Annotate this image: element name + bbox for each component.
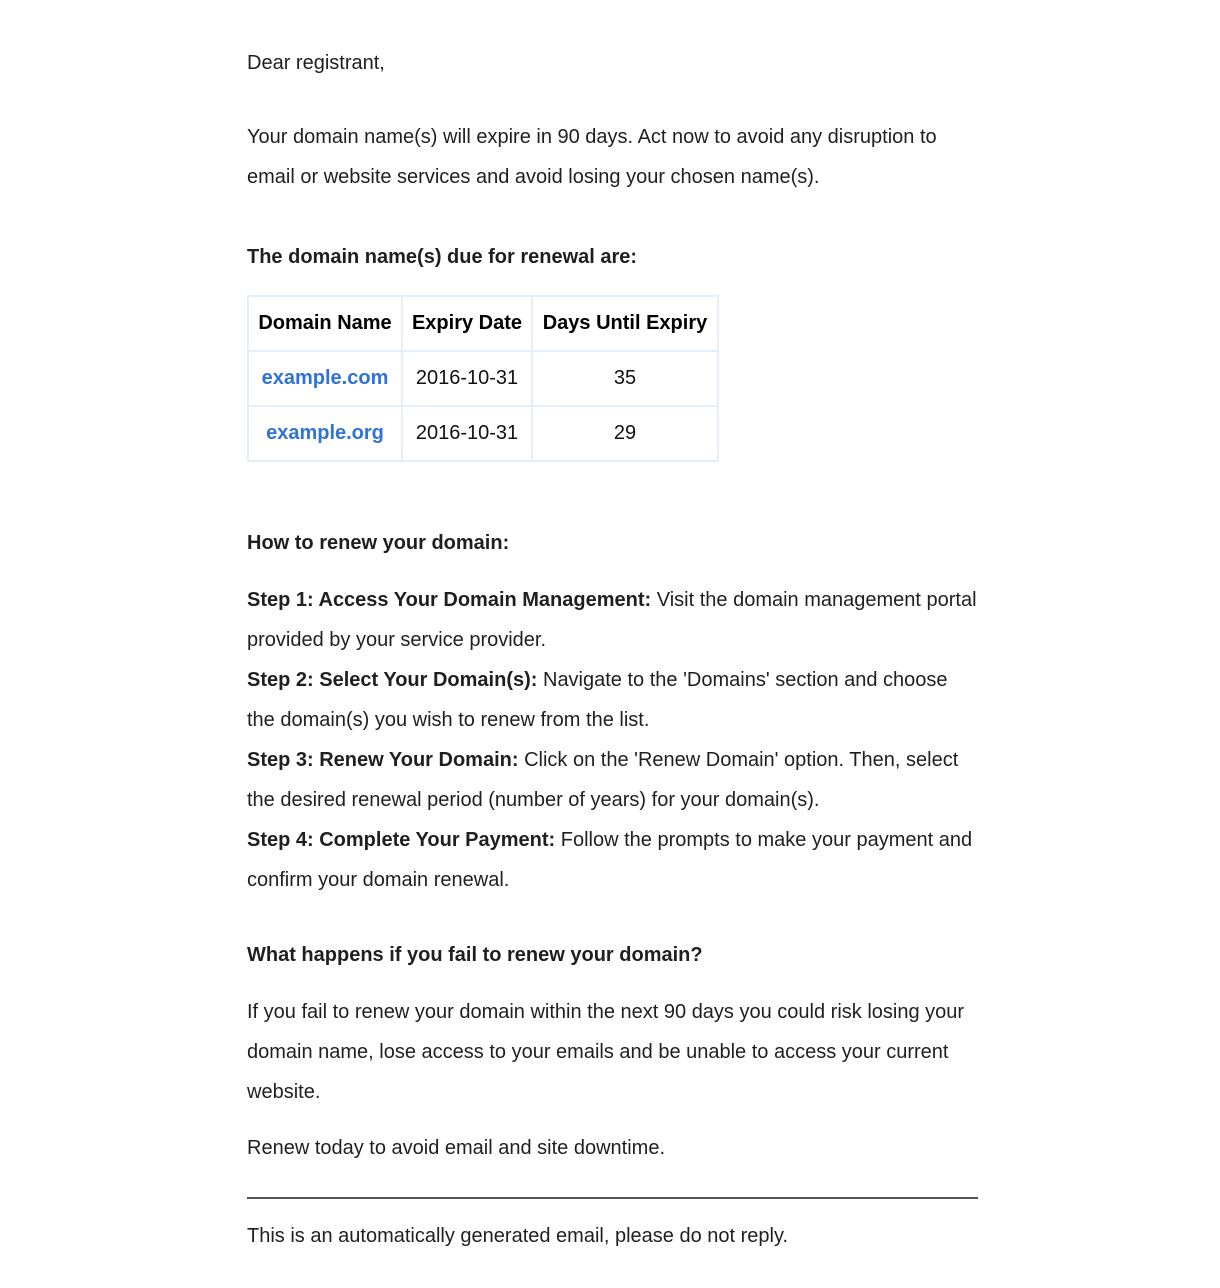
- step-3-text: Click on the 'Renew Domain' option. Then, select the desired renewal period (number of years) for your domain(s).: [247, 749, 959, 811]
- domain-cell: [248, 406, 402, 461]
- step-1-label: Step 1: Access Your Domain Management:: [247, 589, 652, 611]
- divider: [247, 1197, 978, 1199]
- step-3: [247, 740, 978, 820]
- header-days-until-expiry: Days Until Expiry: [532, 296, 718, 351]
- table-header-row: [248, 296, 718, 351]
- header-domain-name: Domain Name: [248, 296, 402, 351]
- domains-table: [247, 295, 719, 462]
- header-expiry-date: Expiry Date: [402, 296, 532, 351]
- table-row: [248, 351, 718, 406]
- expiry-cell: 2016-10-31: [402, 351, 532, 406]
- footer-note: This is an automatically generated email, please do not reply.: [247, 1225, 789, 1247]
- fail-heading: What happens if you fail to renew your domain?: [247, 944, 703, 966]
- days-cell: 35: [532, 351, 718, 406]
- greeting: Dear registrant,: [247, 52, 385, 74]
- howto-heading: How to renew your domain:: [247, 532, 510, 554]
- domain-cell: [248, 351, 402, 406]
- days-cell: 29: [532, 406, 718, 461]
- step-1: [247, 580, 978, 660]
- step-2: [247, 660, 978, 740]
- step-2-text: Navigate to the 'Domains' section and choose the domain(s) you wish to renew from the list.: [247, 669, 948, 731]
- expiry-cell: 2016-10-31: [402, 406, 532, 461]
- step-1-text: Visit the domain management portal provided by your service provider.: [247, 589, 977, 651]
- renewal-heading: The domain name(s) due for renewal are:: [247, 246, 638, 268]
- domain-link-example-org[interactable]: example.org: [266, 422, 384, 444]
- renewal-steps: [247, 580, 978, 900]
- domain-link-example-com[interactable]: example.com: [261, 367, 389, 389]
- cta-paragraph: Renew today to avoid email and site downtime.: [247, 1137, 666, 1159]
- table-row: [248, 406, 718, 461]
- intro-paragraph: Your domain name(s) will expire in 90 days. Act now to avoid any disruption to email or website services and avoid losing your chosen name(s).: [247, 126, 937, 188]
- step-4-label: Step 4: Complete Your Payment:: [247, 829, 556, 851]
- step-3-label: Step 3: Renew Your Domain:: [247, 749, 519, 771]
- step-4-text: Follow the prompts to make your payment and confirm your domain renewal.: [247, 829, 973, 891]
- step-2-label: Step 2: Select Your Domain(s):: [247, 669, 538, 691]
- fail-paragraph: If you fail to renew your domain within the next 90 days you could risk losing your domain name, lose access to your emails and be unable to access your current website.: [247, 1001, 965, 1103]
- step-4: [247, 820, 978, 900]
